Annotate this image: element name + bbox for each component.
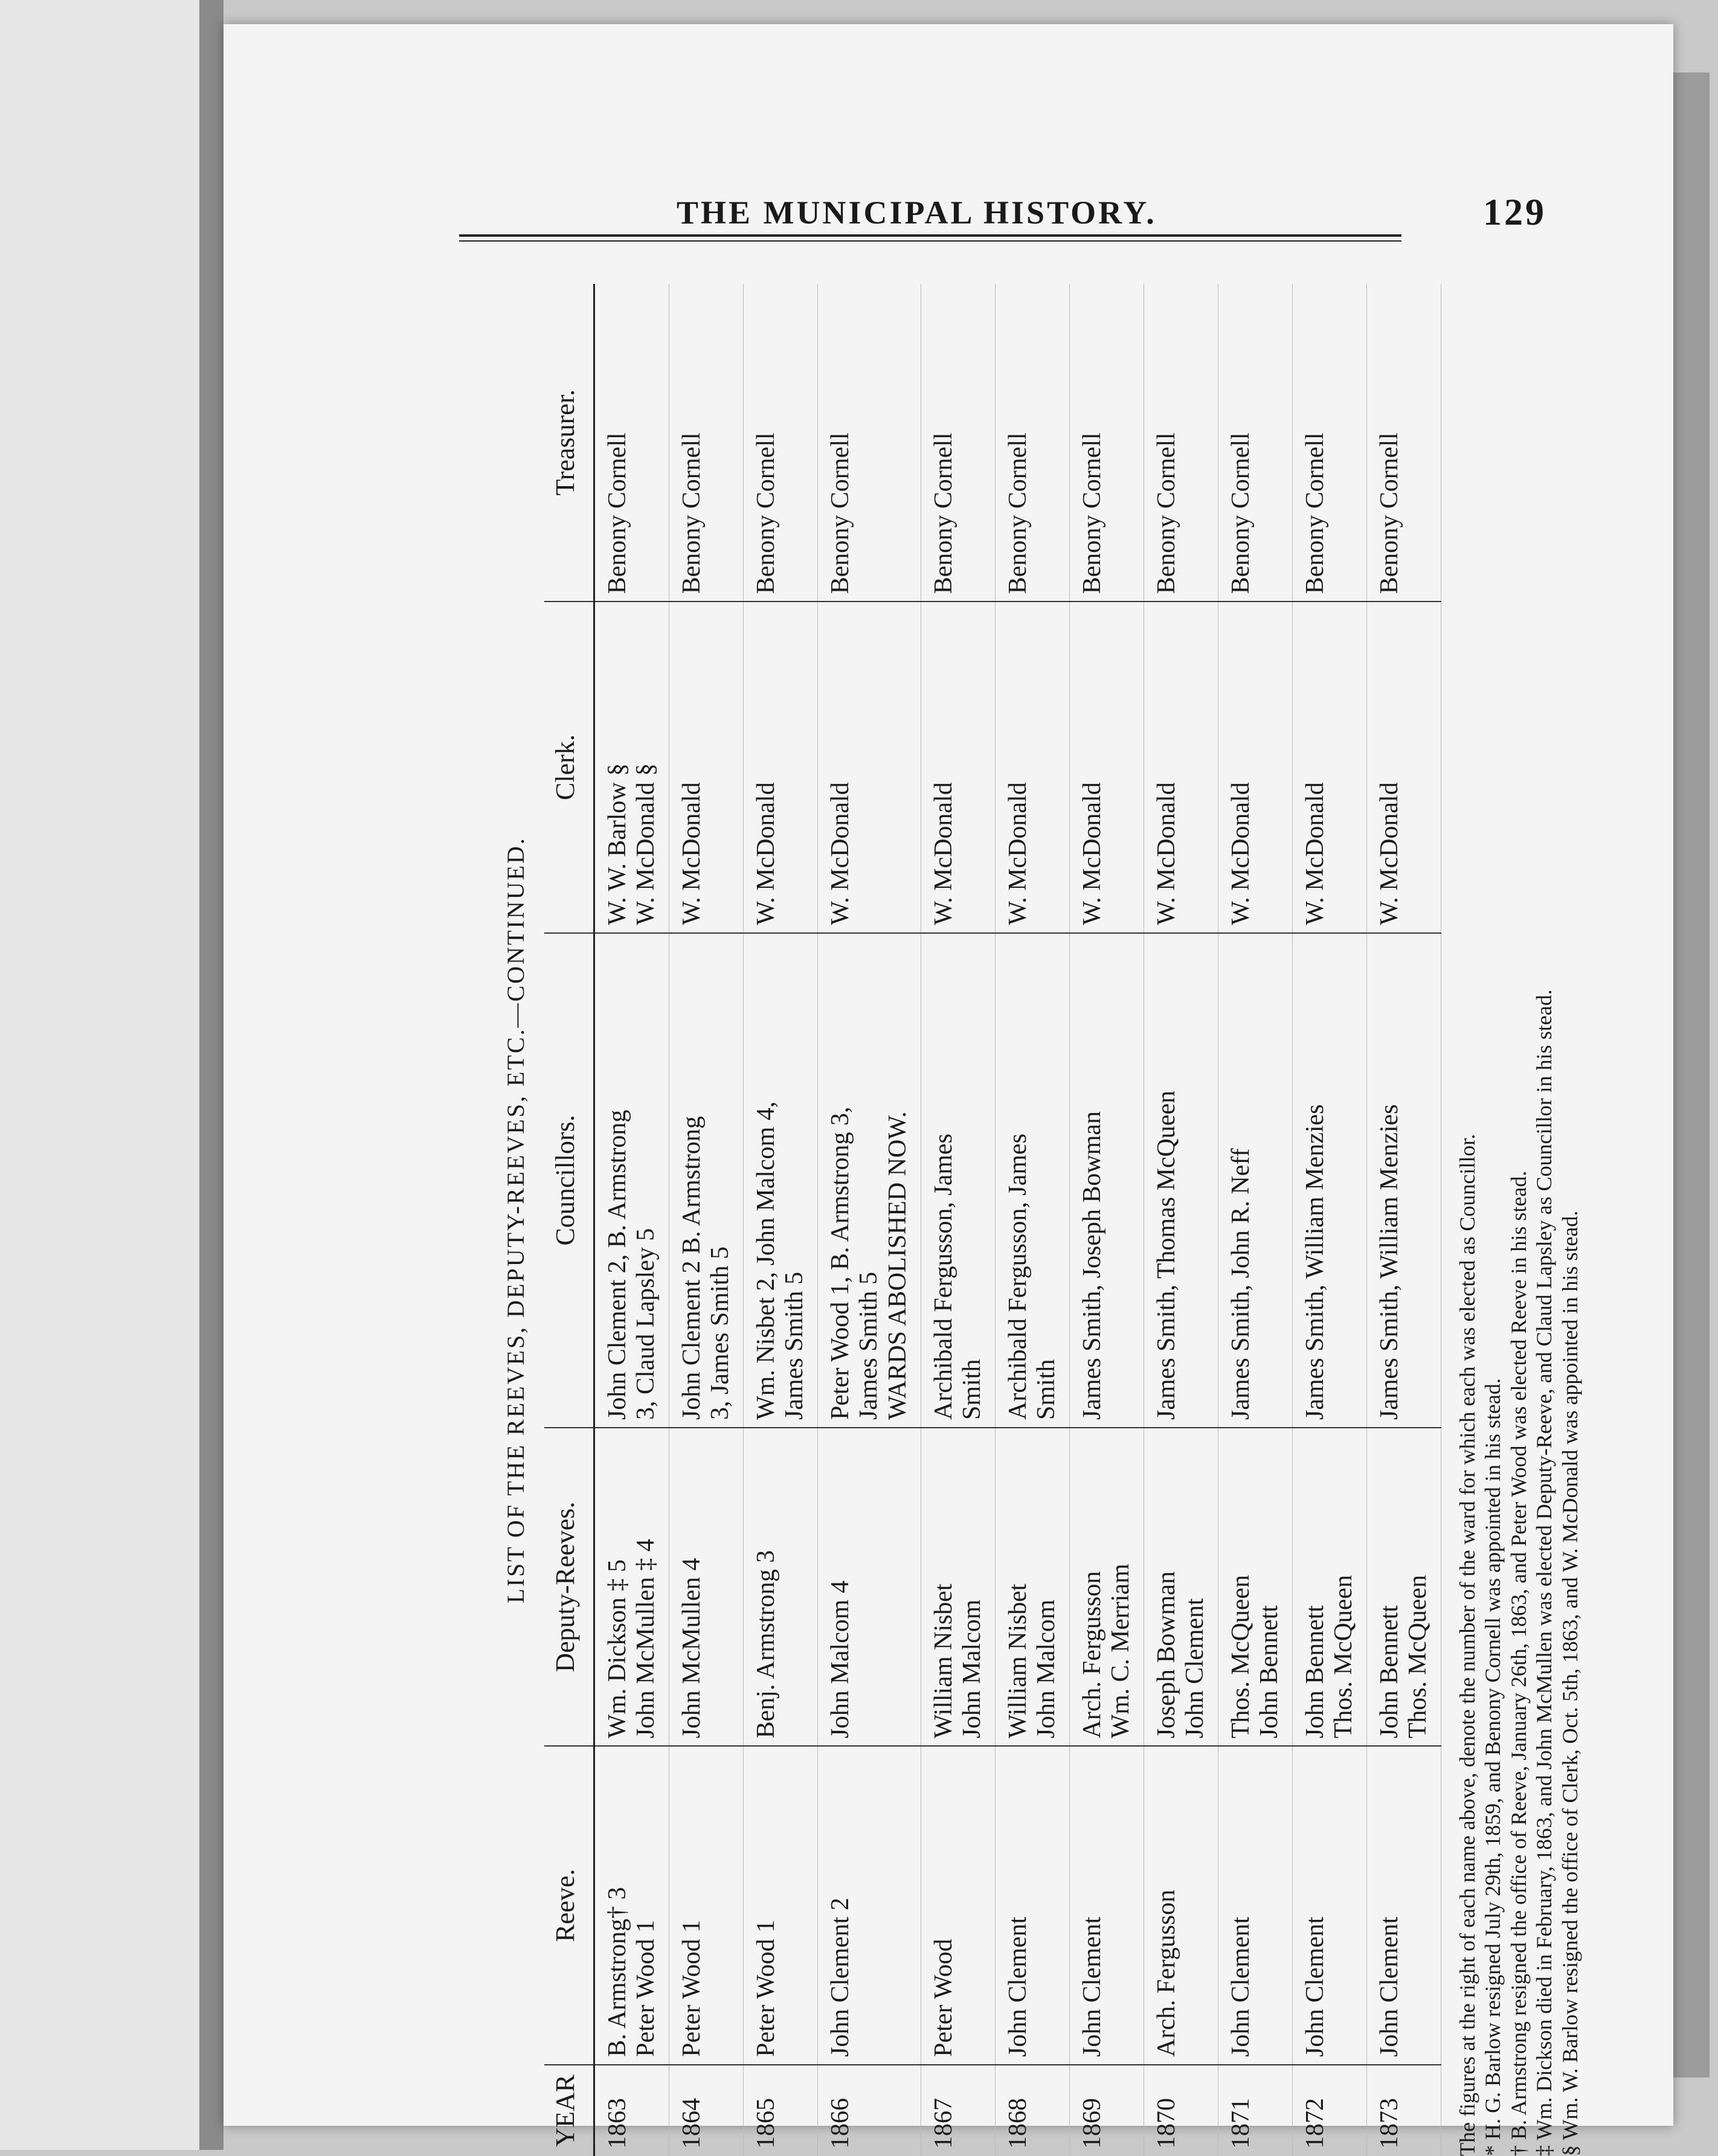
reeve-cell <box>669 1746 744 2064</box>
cell-line: Wm. Nisbet 2, John Malcom 4, <box>752 1101 780 1420</box>
cell-line: W. McDonald <box>752 782 780 925</box>
councillors-cell <box>818 933 921 1428</box>
cell-line: Archibald Fergusson, James <box>1003 1133 1032 1420</box>
clerk-cell <box>995 602 1069 932</box>
table-title: LIST OF THE REEVES, DEPUTY-REEVES, ETC.—CONTINUED. <box>502 836 529 1603</box>
cell-line: Thos. McQueen <box>1403 1574 1432 1739</box>
cell-line: Benony Cornell <box>929 432 957 594</box>
clerk-cell <box>1366 602 1441 932</box>
year-cell: 1873 <box>1366 2065 1441 2156</box>
reeve-cell <box>1366 1746 1441 2064</box>
year-cell: 1871 <box>1218 2065 1292 2156</box>
deputy-reeves-cell <box>921 1428 995 1746</box>
cell-line: Peter Wood 1, B. Armstrong 3, <box>826 1106 855 1420</box>
table-row <box>921 284 995 2156</box>
table-row <box>818 284 921 2156</box>
running-head <box>459 188 1546 237</box>
treasurer-cell <box>594 284 669 602</box>
clerk-cell <box>1144 602 1218 932</box>
reeve-cell <box>921 1746 995 2064</box>
deputy-reeves-cell <box>1292 1428 1366 1746</box>
cell-line: Smith <box>1032 1359 1060 1420</box>
clerk-cell <box>744 602 818 932</box>
cell-line: Benony Cornell <box>1003 432 1032 594</box>
deputy-reeves-cell <box>1069 1428 1144 1746</box>
cell-line: W. McDonald <box>1375 782 1403 925</box>
table-header-row <box>544 284 594 2156</box>
column-header-year: YEAR <box>544 2065 594 2156</box>
cell-line: William Nisbet <box>1003 1583 1032 1739</box>
deputy-reeves-cell <box>669 1428 744 1746</box>
table-row <box>1292 284 1366 2156</box>
column-header-clerk: Clerk. <box>544 602 594 932</box>
cell-line: Archibald Fergusson, James <box>929 1133 957 1420</box>
cell-line: John Clement <box>1301 1916 1329 2057</box>
cell-line: John Bennett <box>1375 1605 1403 1739</box>
running-title: THE MUNICIPAL HISTORY. <box>677 194 1157 231</box>
page-number: 129 <box>1483 191 1546 233</box>
table-row <box>1069 284 1144 2156</box>
cell-line: Peter Wood <box>929 1939 957 2057</box>
cell-line: Smith <box>957 1359 986 1420</box>
cell-line: Benony Cornell <box>678 432 706 594</box>
year-cell: 1867 <box>921 2065 995 2156</box>
table-body <box>594 284 1441 2156</box>
year-cell: 1869 <box>1069 2065 1144 2156</box>
table-row <box>995 284 1069 2156</box>
cell-line: Benony Cornell <box>826 432 855 594</box>
cell-line: James Smith, Thomas McQueen <box>1152 1090 1180 1420</box>
cell-line: John McMullen ‡ 4 <box>632 1539 660 1739</box>
cell-line: Joseph Bowman <box>1152 1571 1180 1739</box>
cell-line: Thos. McQueen <box>1226 1574 1255 1739</box>
table-row <box>1366 284 1441 2156</box>
clerk-cell <box>1069 602 1144 932</box>
column-header-deputy-reeves: Deputy-Reeves. <box>544 1428 594 1746</box>
cell-line: W. McDonald § <box>632 763 660 925</box>
cell-line: Benony Cornell <box>1226 432 1255 594</box>
cell-line: Wm. C. Merriam <box>1106 1564 1134 1739</box>
cell-line: W. W. Barlow § <box>603 763 632 925</box>
reeve-cell <box>744 1746 818 2064</box>
cell-line: 3, James Smith 5 <box>706 1246 735 1420</box>
cell-line: James Smith, William Menzies <box>1301 1104 1329 1420</box>
treasurer-cell <box>744 284 818 602</box>
year-cell: 1864 <box>669 2065 744 2156</box>
cell-line: Peter Wood 1 <box>632 1920 660 2057</box>
clerk-cell <box>1218 602 1292 932</box>
cell-line: John Bennett <box>1301 1605 1329 1739</box>
treasurer-cell <box>921 284 995 602</box>
councillors-cell <box>1144 933 1218 1428</box>
deputy-reeves-cell <box>995 1428 1069 1746</box>
footnote: ‡ Wm. Dickson died in February, 1863, and John McMullen was elected Deputy-Reeve, and Claud Lapsley as Councillor in his stead. <box>1532 989 1557 2156</box>
cell-line: Benony Cornell <box>1152 432 1180 594</box>
cell-line: James Smith, Joseph Bowman <box>1078 1111 1106 1420</box>
cell-line: Thos. McQueen <box>1329 1574 1357 1739</box>
cell-line: 3, Claud Lapsley 5 <box>632 1228 660 1420</box>
year-cell: 1868 <box>995 2065 1069 2156</box>
cell-line: John Clement 2 B. Armstrong <box>678 1116 706 1420</box>
councillors-cell <box>995 933 1069 1428</box>
footnote: * H. G. Barlow resigned July 29th, 1859, and Benony Cornell was appointed in his stead. <box>1481 1378 1505 2156</box>
cell-line: W. McDonald <box>678 782 706 925</box>
table-row <box>1218 284 1292 2156</box>
councillors-cell <box>921 933 995 1428</box>
deputy-reeves-cell <box>1366 1428 1441 1746</box>
councillors-cell <box>1366 933 1441 1428</box>
footnote: The figures at the right of each name above, denote the number of the ward for which each was elected as Councillor. <box>1455 1134 1479 2156</box>
reeve-cell <box>1144 1746 1218 2064</box>
year-cell: 1870 <box>1144 2065 1218 2156</box>
reeve-cell <box>995 1746 1069 2064</box>
cell-line: John Bennett <box>1255 1605 1283 1739</box>
cell-line: John Malcom 4 <box>826 1580 855 1739</box>
reeve-cell <box>1069 1746 1144 2064</box>
cell-line: James Smith, John R. Neff <box>1226 1148 1255 1420</box>
facing-page <box>0 0 199 2150</box>
treasurer-cell <box>818 284 921 602</box>
cell-line: James Smith, William Menzies <box>1375 1104 1403 1420</box>
cell-line: Benony Cornell <box>752 432 780 594</box>
cell-line: Arch. Fergusson <box>1152 1889 1180 2057</box>
column-header-reeve: Reeve. <box>544 1746 594 2064</box>
cell-line: Benony Cornell <box>1078 432 1106 594</box>
clerk-cell <box>594 602 669 932</box>
officers-table <box>544 284 1441 2156</box>
cell-line: Benony Cornell <box>1301 432 1329 594</box>
councillors-cell <box>669 933 744 1428</box>
treasurer-cell <box>1144 284 1218 602</box>
deputy-reeves-cell <box>594 1428 669 1746</box>
cell-line: John Clement <box>1078 1916 1106 2057</box>
councillors-cell <box>1218 933 1292 1428</box>
year-cell: 1863 <box>594 2065 669 2156</box>
cell-line: John McMullen 4 <box>678 1558 706 1739</box>
councillors-cell <box>1292 933 1366 1428</box>
treasurer-cell <box>1366 284 1441 602</box>
deputy-reeves-cell <box>1218 1428 1292 1746</box>
year-cell: 1866 <box>818 2065 921 2156</box>
cell-line: Peter Wood 1 <box>752 1920 780 2057</box>
cell-line: Arch. Fergusson <box>1078 1571 1106 1739</box>
rotated-table-block <box>501 284 1582 2156</box>
cell-line: John Malcom <box>957 1599 986 1739</box>
treasurer-cell <box>1292 284 1366 602</box>
councillors-cell <box>1069 933 1144 1428</box>
cell-line: John Clement <box>1375 1916 1403 2057</box>
clerk-cell <box>921 602 995 932</box>
cell-line: John Clement <box>1003 1916 1032 2057</box>
treasurer-cell <box>669 284 744 602</box>
deputy-reeves-cell <box>1144 1428 1218 1746</box>
cell-line: John Clement <box>1226 1916 1255 2057</box>
year-cell: 1872 <box>1292 2065 1366 2156</box>
treasurer-cell <box>1218 284 1292 602</box>
cell-line: W. McDonald <box>1226 782 1255 925</box>
cell-line: W. McDonald <box>929 782 957 925</box>
cell-line: Benj. Armstrong 3 <box>752 1550 780 1739</box>
column-header-treasurer: Treasurer. <box>544 284 594 602</box>
cell-line: James Smith 5 <box>780 1271 809 1420</box>
table-row <box>1144 284 1218 2156</box>
clerk-cell <box>1292 602 1366 932</box>
book-spine <box>199 0 224 2150</box>
table-row <box>594 284 669 2156</box>
reeve-cell <box>1292 1746 1366 2064</box>
treasurer-cell <box>1069 284 1144 602</box>
clerk-cell <box>818 602 921 932</box>
cell-line: W. McDonald <box>1152 782 1180 925</box>
year-cell: 1865 <box>744 2065 818 2156</box>
page-edge <box>1673 72 1710 2077</box>
cell-line: James Smith 5 <box>855 1271 883 1420</box>
cell-line: Benony Cornell <box>603 432 632 594</box>
councillors-cell <box>594 933 669 1428</box>
footnote: † B. Armstrong resigned the office of Reeve, January 26th, 1863, and Peter Wood was elected Reeve in his stead. <box>1506 1170 1531 2156</box>
councillors-cell <box>744 933 818 1428</box>
cell-line: Benony Cornell <box>1375 432 1403 594</box>
cell-line: John Malcom <box>1032 1599 1060 1739</box>
reeve-cell <box>818 1746 921 2064</box>
cell-line: W. McDonald <box>1003 782 1032 925</box>
column-header-councillors: Councillors. <box>544 933 594 1428</box>
deputy-reeves-cell <box>818 1428 921 1746</box>
deputy-reeves-cell <box>744 1428 818 1746</box>
header-rule <box>459 234 1401 242</box>
cell-line: John Clement <box>1180 1598 1209 1739</box>
table-row <box>744 284 818 2156</box>
cell-line: William Nisbet <box>929 1583 957 1739</box>
cell-line: W. McDonald <box>826 782 855 925</box>
clerk-cell <box>669 602 744 932</box>
table-row <box>669 284 744 2156</box>
cell-line: Peter Wood 1 <box>678 1920 706 2057</box>
cell-line: W. McDonald <box>1078 782 1106 925</box>
reeve-cell <box>594 1746 669 2064</box>
cell-line: B. Armstrong† 3 <box>603 1887 632 2057</box>
cell-line: WARDS ABOLISHED NOW. <box>883 1111 912 1420</box>
treasurer-cell <box>995 284 1069 602</box>
reeve-cell <box>1218 1746 1292 2064</box>
footnotes <box>1455 284 1583 2156</box>
cell-line: Wm. Dickson ‡ 5 <box>603 1559 632 1739</box>
cell-line: W. McDonald <box>1301 782 1329 925</box>
footnote: § Wm. W. Barlow resigned the office of Clerk, Oct. 5th, 1863, and W. McDonald was appointed in his stead. <box>1557 1210 1582 2156</box>
cell-line: John Clement 2, B. Armstrong <box>603 1109 632 1420</box>
cell-line: John Clement 2 <box>826 1898 855 2057</box>
